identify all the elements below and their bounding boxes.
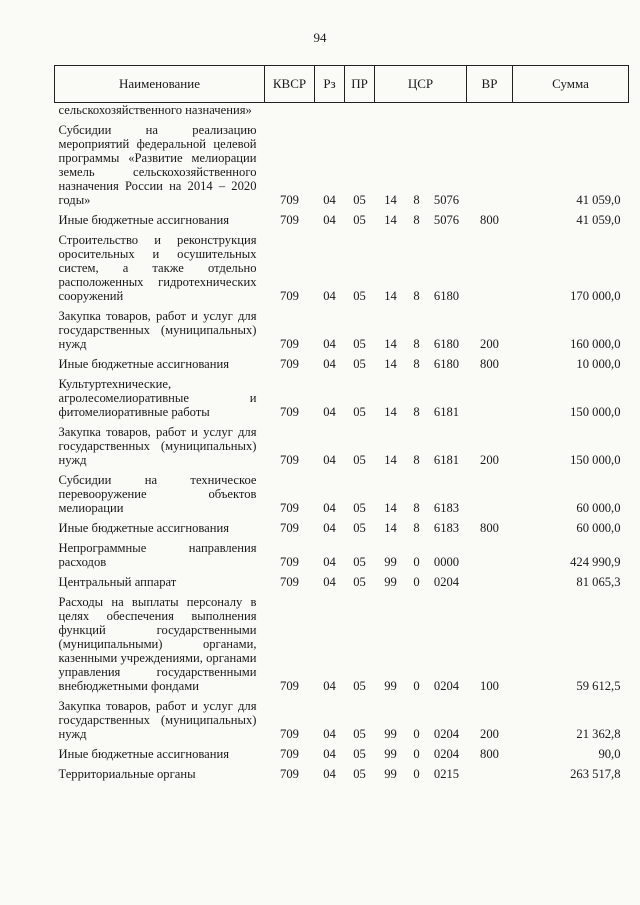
table-row <box>55 572 629 592</box>
row-pr: 05 <box>353 727 366 741</box>
row-vr: 800 <box>480 213 499 227</box>
row-csr-program: 99 <box>384 767 397 781</box>
row-csr-program: 14 <box>384 501 397 515</box>
row-csr-direction: 8 <box>413 453 420 467</box>
row-csr-program: 14 <box>384 193 397 207</box>
row-sum: 60 000,0 <box>576 521 621 535</box>
row-csr-code <box>427 103 467 121</box>
table-row <box>55 374 629 422</box>
row-name: Закупка товаров, работ и услуг для государственных (муниципальных) нужд <box>58 425 257 467</box>
row-csr-program: 14 <box>384 453 397 467</box>
row-csr-direction: 8 <box>413 337 420 351</box>
row-csr-direction: 0 <box>413 679 420 693</box>
row-sum: 424 990,9 <box>570 555 621 569</box>
row-name: Культуртехнические, агролесомелиоративные и фитомелиоративные работы <box>58 377 257 419</box>
table-header <box>55 66 629 103</box>
row-name: Закупка товаров, работ и услуг для государственных (муниципальных) нужд <box>58 699 257 741</box>
table-row <box>55 103 629 121</box>
row-csr-code: 6183 <box>433 521 460 535</box>
row-csr-code: 0215 <box>433 767 460 781</box>
row-pr: 05 <box>353 405 366 419</box>
table-row <box>55 120 629 210</box>
row-pr: 05 <box>353 521 366 535</box>
row-rz: 04 <box>323 747 336 761</box>
row-pr: 05 <box>353 747 366 761</box>
table-row <box>55 764 629 784</box>
row-csr-code: 6183 <box>433 501 460 515</box>
row-sum <box>513 103 629 121</box>
row-csr-program: 99 <box>384 747 397 761</box>
row-vr <box>467 572 513 592</box>
row-kvsr: 709 <box>280 747 299 761</box>
row-name: Иные бюджетные ассигнования <box>58 747 230 761</box>
row-csr-code: 5076 <box>433 213 460 227</box>
header-vr: ВР <box>467 66 513 103</box>
row-kvsr: 709 <box>280 521 299 535</box>
row-csr-direction: 8 <box>413 521 420 535</box>
budget-table-container <box>54 65 628 784</box>
row-sum: 90,0 <box>598 747 621 761</box>
row-rz: 04 <box>323 575 336 589</box>
row-csr-program: 14 <box>384 289 397 303</box>
row-csr-program: 14 <box>384 405 397 419</box>
row-kvsr: 709 <box>280 213 299 227</box>
header-rz: Рз <box>315 66 345 103</box>
row-csr-direction: 8 <box>413 357 420 371</box>
row-sum: 160 000,0 <box>570 337 621 351</box>
row-csr-program: 14 <box>384 521 397 535</box>
row-rz: 04 <box>323 453 336 467</box>
table-row <box>55 354 629 374</box>
row-rz: 04 <box>323 289 336 303</box>
row-name: Иные бюджетные ассигнования <box>58 521 230 535</box>
row-csr-direction: 8 <box>413 405 420 419</box>
row-vr: 100 <box>480 679 499 693</box>
row-kvsr: 709 <box>280 575 299 589</box>
row-kvsr: 709 <box>280 193 299 207</box>
row-vr <box>467 230 513 306</box>
header-sum: Сумма <box>513 66 629 103</box>
row-csr-direction: 8 <box>413 213 420 227</box>
header-kvsr: КВСР <box>265 66 315 103</box>
row-csr-direction: 0 <box>413 727 420 741</box>
row-sum: 41 059,0 <box>576 193 621 207</box>
row-name: Центральный аппарат <box>58 575 177 589</box>
table-row <box>55 518 629 538</box>
row-csr-program: 14 <box>384 357 397 371</box>
row-vr: 200 <box>480 453 499 467</box>
row-name: Территориальные органы <box>58 767 196 781</box>
table-row <box>55 422 629 470</box>
table-row <box>55 210 629 230</box>
row-csr-direction: 8 <box>413 289 420 303</box>
row-kvsr: 709 <box>280 727 299 741</box>
row-kvsr: 709 <box>280 405 299 419</box>
row-rz: 04 <box>323 501 336 515</box>
row-rz: 04 <box>323 679 336 693</box>
row-sum: 170 000,0 <box>570 289 621 303</box>
row-csr-code: 0204 <box>433 679 460 693</box>
row-kvsr <box>265 103 315 121</box>
row-pr: 05 <box>353 337 366 351</box>
row-pr: 05 <box>353 213 366 227</box>
row-pr: 05 <box>353 575 366 589</box>
row-csr-program: 99 <box>384 679 397 693</box>
row-rz: 04 <box>323 357 336 371</box>
row-name: Закупка товаров, работ и услуг для государственных (муниципальных) нужд <box>58 309 257 351</box>
row-csr-direction: 8 <box>413 501 420 515</box>
row-csr-code: 6181 <box>433 453 460 467</box>
row-csr-code: 6180 <box>433 289 460 303</box>
row-csr-code: 6180 <box>433 357 460 371</box>
row-vr: 800 <box>480 521 499 535</box>
header-pr: ПР <box>345 66 375 103</box>
row-name: Иные бюджетные ассигнования <box>58 357 230 371</box>
row-vr: 200 <box>480 337 499 351</box>
row-vr: 200 <box>480 727 499 741</box>
row-vr: 800 <box>480 747 499 761</box>
row-rz <box>315 103 345 121</box>
row-kvsr: 709 <box>280 453 299 467</box>
row-vr <box>467 374 513 422</box>
row-sum: 60 000,0 <box>576 501 621 515</box>
row-csr-program <box>375 103 407 121</box>
row-kvsr: 709 <box>280 337 299 351</box>
row-csr-code: 0204 <box>433 747 460 761</box>
header-csr: ЦСР <box>375 66 467 103</box>
row-csr-code: 0000 <box>433 555 460 569</box>
row-csr-code: 6180 <box>433 337 460 351</box>
row-csr-program: 14 <box>384 337 397 351</box>
row-name: Субсидии на реализацию мероприятий федеральной целевой программы «Развитие мелиорации земель сельскохозяйственного назначения России на 2014 – 2020 годы» <box>58 123 257 207</box>
row-rz: 04 <box>323 193 336 207</box>
table-row <box>55 230 629 306</box>
row-rz: 04 <box>323 521 336 535</box>
row-csr-code: 5076 <box>433 193 460 207</box>
row-name: Иные бюджетные ассигнования <box>58 213 230 227</box>
row-csr-program: 99 <box>384 555 397 569</box>
table-row <box>55 538 629 572</box>
page-number: 94 <box>313 30 327 45</box>
row-pr: 05 <box>353 357 366 371</box>
budget-table <box>54 65 629 784</box>
row-kvsr: 709 <box>280 289 299 303</box>
table-row <box>55 306 629 354</box>
row-pr: 05 <box>353 767 366 781</box>
row-csr-direction: 8 <box>413 193 420 207</box>
row-pr: 05 <box>353 501 366 515</box>
row-sum: 41 059,0 <box>576 213 621 227</box>
table-row <box>55 696 629 744</box>
row-name: Расходы на выплаты персоналу в целях обеспечения выполнения функций государственными (муниципальными) органами, казенными учреждениями, органами управления государственными внебюджетными фондами <box>58 595 257 693</box>
row-csr-direction: 0 <box>413 575 420 589</box>
row-pr: 05 <box>353 193 366 207</box>
row-vr <box>467 764 513 784</box>
row-name: Строительство и реконструкция оросительных и осушительных систем, а также отдельно расположенных гидротехнических сооружений <box>58 233 257 303</box>
row-sum: 10 000,0 <box>576 357 621 371</box>
row-csr-program: 14 <box>384 213 397 227</box>
row-sum: 263 517,8 <box>570 767 621 781</box>
row-vr <box>467 120 513 210</box>
row-kvsr: 709 <box>280 767 299 781</box>
row-vr <box>467 470 513 518</box>
row-sum: 150 000,0 <box>570 453 621 467</box>
row-csr-code: 0204 <box>433 727 460 741</box>
row-csr-code: 0204 <box>433 575 460 589</box>
row-name: Субсидии на техническое перевооружение объектов мелиорации <box>58 473 257 515</box>
row-csr-direction: 0 <box>413 767 420 781</box>
row-kvsr: 709 <box>280 357 299 371</box>
row-pr: 05 <box>353 453 366 467</box>
row-kvsr: 709 <box>280 501 299 515</box>
row-vr: 800 <box>480 357 499 371</box>
row-pr: 05 <box>353 555 366 569</box>
table-row <box>55 592 629 696</box>
row-rz: 04 <box>323 337 336 351</box>
row-csr-direction: 0 <box>413 747 420 761</box>
row-sum: 59 612,5 <box>576 679 621 693</box>
row-rz: 04 <box>323 213 336 227</box>
row-vr <box>467 538 513 572</box>
row-vr <box>467 103 513 121</box>
row-rz: 04 <box>323 555 336 569</box>
row-rz: 04 <box>323 767 336 781</box>
row-pr <box>345 103 375 121</box>
row-csr-direction <box>407 103 427 121</box>
row-csr-code: 6181 <box>433 405 460 419</box>
row-csr-direction: 0 <box>413 555 420 569</box>
row-sum: 81 065,3 <box>576 575 621 589</box>
row-kvsr: 709 <box>280 555 299 569</box>
row-sum: 150 000,0 <box>570 405 621 419</box>
row-csr-program: 99 <box>384 727 397 741</box>
row-name: Непрограммные направления расходов <box>58 541 257 569</box>
header-name: Наименование <box>55 66 265 103</box>
table-row <box>55 470 629 518</box>
row-sum: 21 362,8 <box>576 727 621 741</box>
row-rz: 04 <box>323 727 336 741</box>
row-rz: 04 <box>323 405 336 419</box>
row-csr-program: 99 <box>384 575 397 589</box>
row-pr: 05 <box>353 289 366 303</box>
table-body <box>55 103 629 785</box>
row-name: сельскохозяйственного назначения» <box>58 103 252 117</box>
row-pr: 05 <box>353 679 366 693</box>
table-row <box>55 744 629 764</box>
row-kvsr: 709 <box>280 679 299 693</box>
